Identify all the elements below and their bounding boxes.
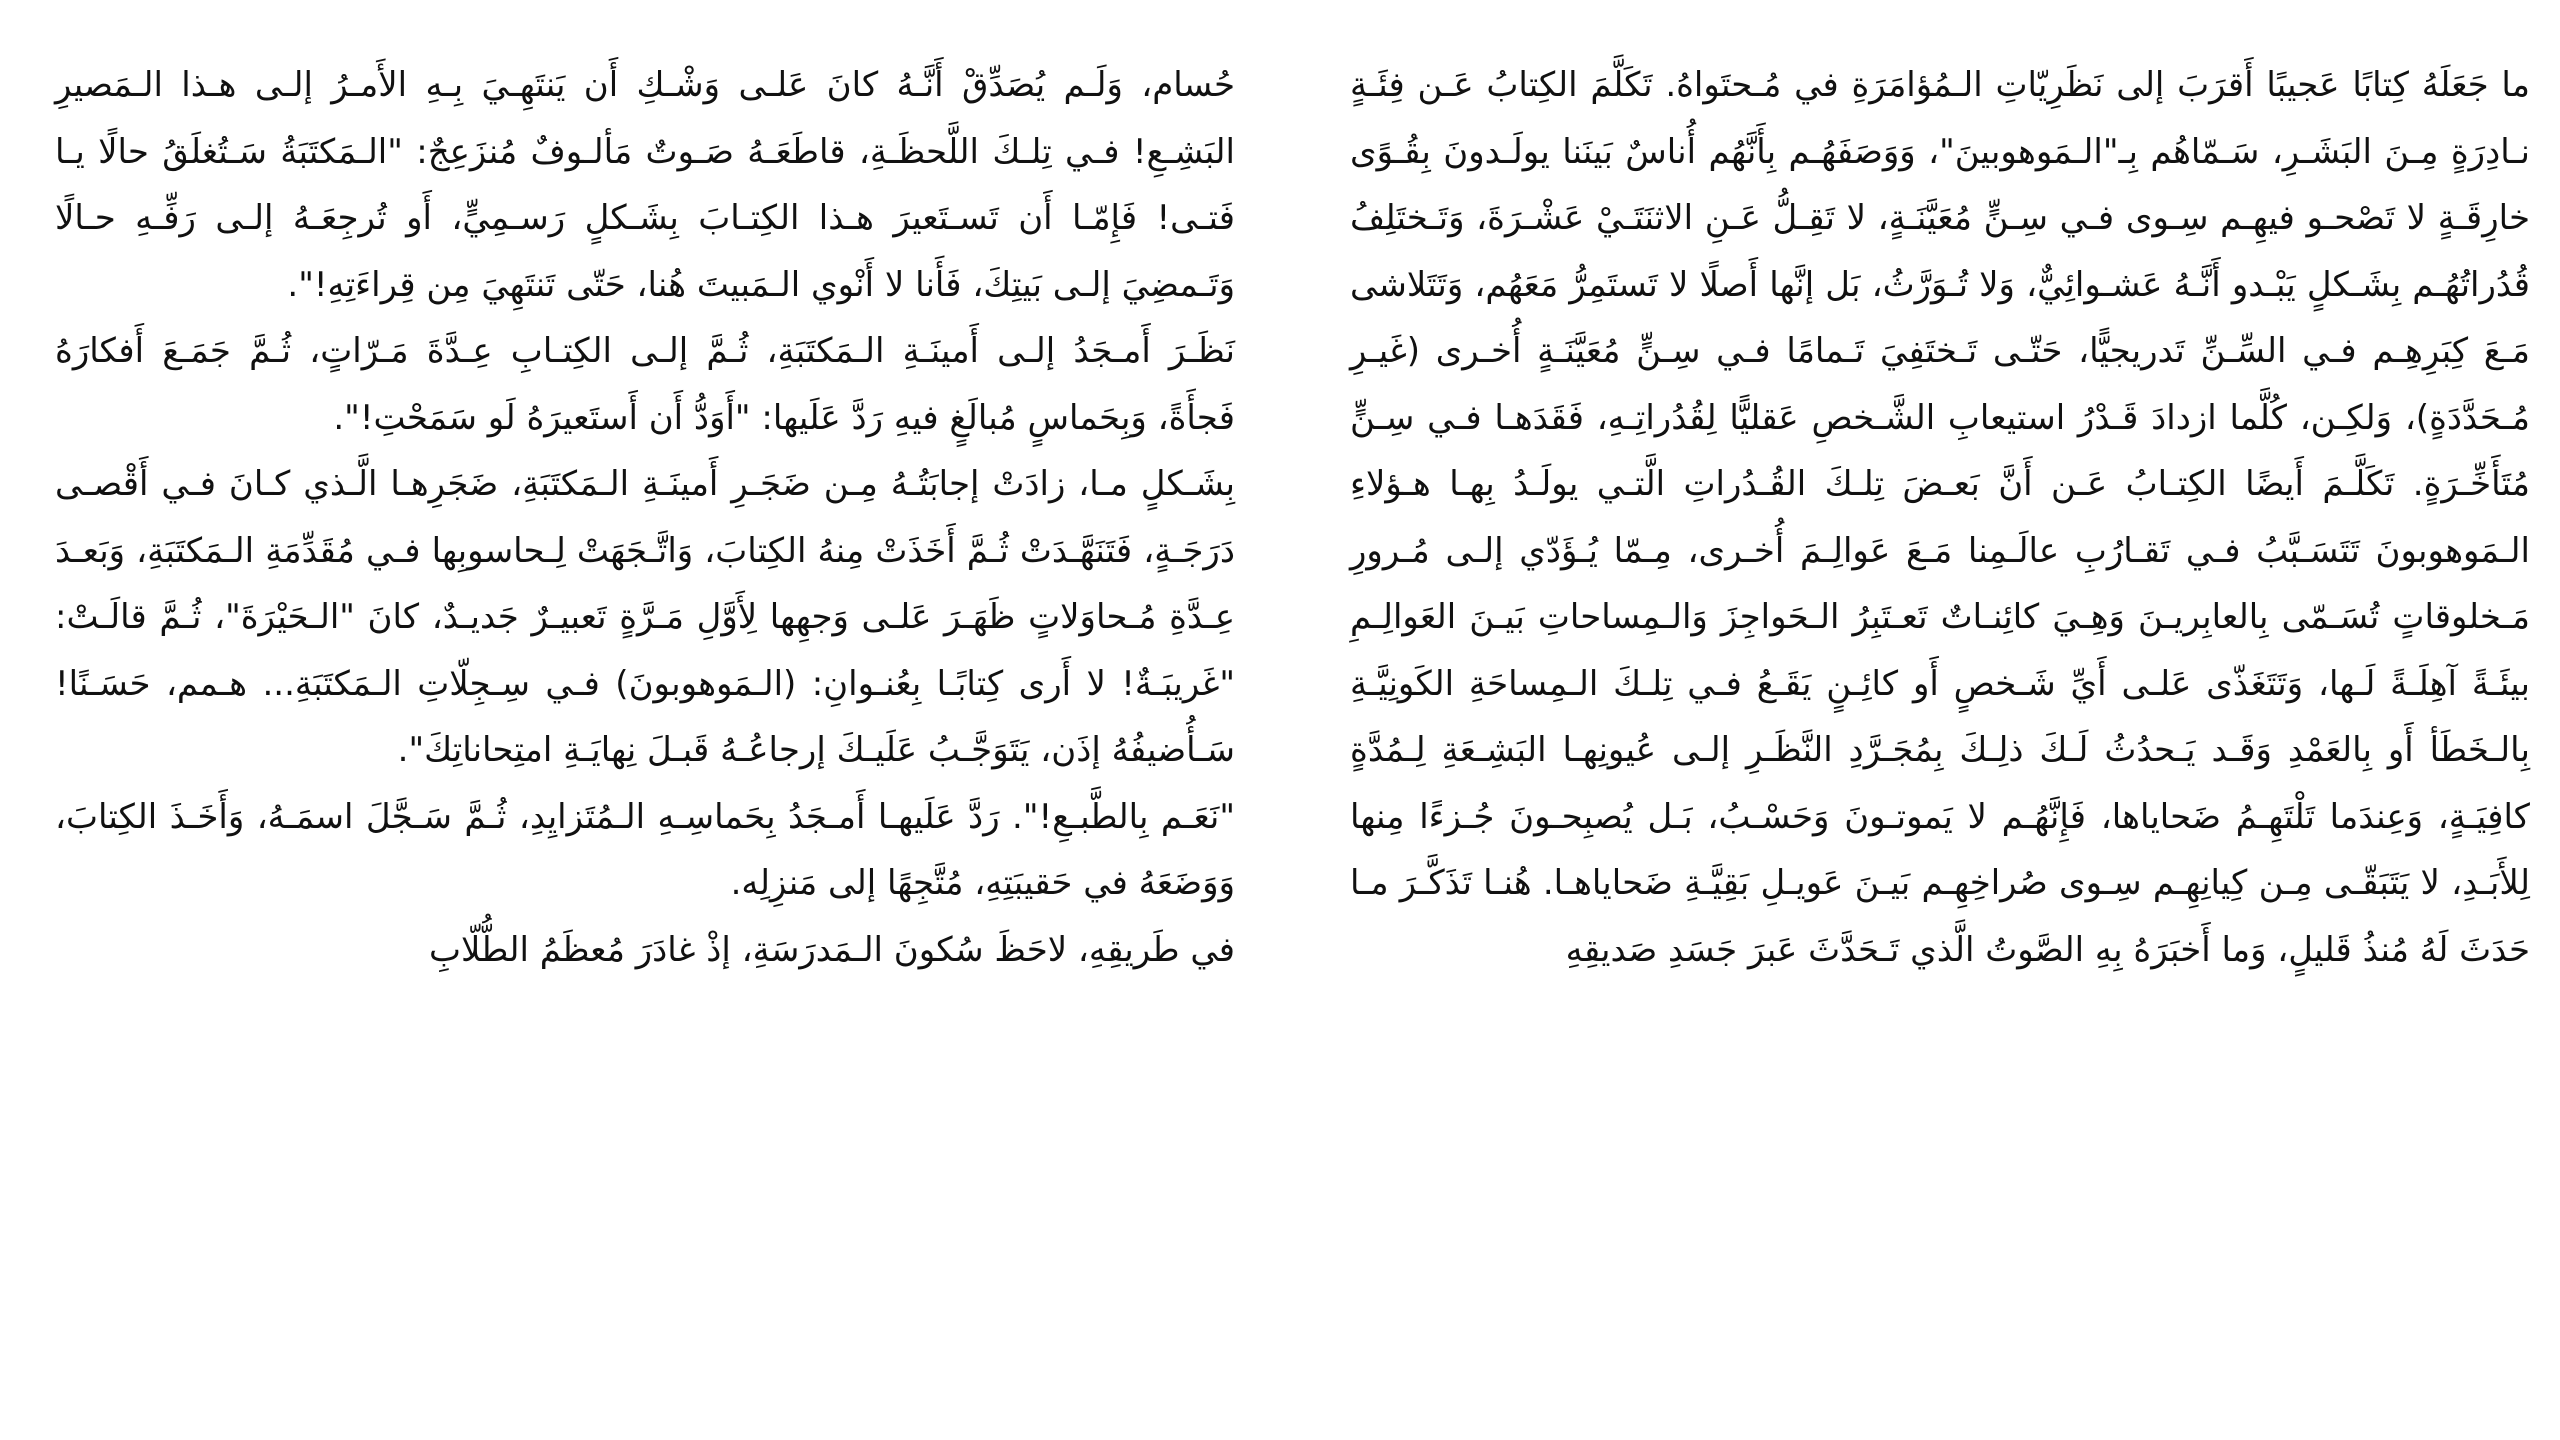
paragraph: نَظَـرَ أَمـجَدُ إلـى أَمينَـةِ الـمَكتَبَةِ، ثُـمَّ إلـى الكِتـابِ عِـدَّةَ مَـرّاتٍ، ثُـمَّ جَمَـعَ أَفكارَهُ فَجأَةً، وَبِحَماسٍ مُبالَغٍ فيهِ رَدَّ عَلَيها: "أَوَدُّ أَن أَستَعيرَهُ لَو سَمَحْتِ!". bbox=[55, 331, 1235, 438]
paragraph: "نَعَـم بِالطَّبـعِ!". رَدَّ عَلَيهـا أَمـجَدُ بِحَماسِـهِ الـمُتَزايِدِ، ثُـمَّ سَـجَّلَ اسمَـهُ، وَأَخَـذَ الكِتابَ، وَوَضَعَهُ في حَقيبَتِهِ، مُتَّجِهًا إلى مَنزِلِه. bbox=[55, 796, 1235, 903]
right-text-column bbox=[1350, 52, 2530, 983]
paragraph: حُسام، وَلَـم يُصَدِّقْ أَنَّـهُ كانَ عَلـى وَشْـكِ أَن يَنتَهِـيَ بِـهِ الأَمـرُ إلـى هـذا الـمَصيرِ البَشِـعِ! فـي تِلـكَ اللَّحظَـةِ، قاطَعَـهُ صَـوتٌ مَألـوفٌ مُنزَعِجٌ: "الـمَكتَبَةُ سَـتُغلَقُ حالًا يـا فَتـى! فَإِمّـا أَن تَسـتَعيرَ هـذا الكِتـابَ بِشَـكلٍ رَسـمِيٍّ، أَو تُرجِعَـهُ إلـى رَفِّـهِ حـالًا وَتَـمضِيَ إلـى بَيتِكَ، فَأَنا لا أَنْوي الـمَبيتَ هُنا، حَتّى تَنتَهِيَ مِن قِراءَتِهِ!". bbox=[55, 65, 1235, 305]
paragraph: بِشَـكلٍ مـا، زادَتْ إجابَتُـهُ مِـن ضَجَـرِ أَمينَـةِ الـمَكتَبَةِ، ضَجَرِهـا الَّـذي كـانَ فـي أَقْصـى دَرَجَـةٍ، فَتَنَهَّـدَتْ ثُـمَّ أَخَذَتْ مِنهُ الكِتابَ، وَاتَّـجَهَتْ لِـحاسوبِها فـي مُقَدِّمَةِ الـمَكتَبَةِ، وَبَعـدَ عِـدَّةِ مُـحاوَلاتٍ ظَهَـرَ عَلـى وَجهِها لِأَوَّلِ مَـرَّةٍ تَعبيـرٌ جَديـدٌ، كانَ "الـحَيْرَةَ"، ثُـمَّ قالَـتْ: "غَريبَـةٌ! لا أَرى كِتابًـا بِعُنـوانِ: (الـمَوهوبونَ) فـي سِـجِلّاتِ الـمَكتَبَةِ... هـمم، حَسَـنًا! سَـأُضيفُهُ إذَن، يَتَوَجَّـبُ عَلَيـكَ إرجاعُـهُ قَبـلَ نِهايَـةِ امتِحاناتِكَ". bbox=[55, 464, 1235, 770]
paragraph: ما جَعَلَهُ كِتابًا عَجيبًا أَقرَبَ إلى نَظَرِيّاتِ الـمُؤامَرَةِ في مُـحتَواهُ. تَكَلَّمَ الكِتابُ عَـن فِئَـةٍ نـادِرَةٍ مِـنَ البَشَـرِ، سَـمّاهُم بِـ"الـمَوهوبينَ"، وَوَصَفَهُـم بِأَنَّهُم أُناسٌ بَينَنا يولَـدونَ بِقُـوًى خارِقَـةٍ لا تَصْحـو فيهِـم سِـوى فـي سِـنٍّ مُعَيَّنَـةٍ، لا تَقِـلُّ عَـنِ الاثنَتَـيْ عَشْـرَةَ، وَتَـختَلِفُ قُدُراتُهُـم بِشَـكلٍ يَبْـدو أَنَّـهُ عَشـوائِيٌّ، وَلا تُـوَرَّثُ، بَل إنَّها أَصلًا لا تَستَمِرُّ مَعَهُم، وَتَتَلاشى مَـعَ كِبَرِهِـم فـي السِّـنِّ تَدريجيًّا، حَتّـى تَـختَفِيَ تَـمامًا فـي سِـنٍّ مُعَيَّنَـةٍ أُخـرى (غَيـرِ مُـحَدَّدَةٍ)، وَلكِـن، كُلَّما ازدادَ قَـدْرُ استيعابِ الشَّـخصِ عَقليًّا لِقُدُراتِـهِ، فَقَدَهـا فـي سِـنٍّ مُتَأَخِّـرَةٍ. تَكَلَّـمَ أَيضًا الكِتـابُ عَـن أَنَّ بَعـضَ تِلـكَ القُـدُراتِ الَّتـي يولَـدُ بِهـا هـؤلاءِ الـمَوهوبونَ تَتَسَـبَّبُ فـي تَقـارُبِ عالَـمِنا مَـعَ عَوالِـمَ أُخـرى، مِـمّا يُـؤَدّي إلـى مُـرورِ مَـخلوقاتٍ تُسَـمّى بِالعابِريـنَ وَهِـيَ كائِنـاتٌ تَعـتَبِرُ الـحَواجِزَ وَالـمِساحاتِ بَيـنَ العَوالِـمِ بيئَـةً آهِلَـةً لَـها، وَتَتَغَذّى عَلـى أَيِّ شَـخصٍ أَو كائِـنٍ يَقَـعُ فـي تِلـكَ الـمِساحَةِ الكَونِيَّـةِ بِالـخَطَأ أَو بِالعَمْدِ وَقَـد يَـحدُثُ لَـكَ ذلِـكَ بِمُجَـرَّدِ النَّظَـرِ إلـى عُيونِهـا البَشِـعَةِ لِـمُدَّةٍ كافِيَـةٍ، وَعِندَما تَلْتَهِـمُ ضَحاياها، فَإِنَّهُـم لا يَموتـونَ وَحَسْـبُ، بَـل يُصبِحـونَ جُـزءًا مِنها لِلأَبَـدِ، لا يَتَبَقّـى مِـن كِيانِهِـم سِـوى صُراخِهِـم بَيـنَ عَويـلِ بَقِيَّـةِ ضَحاياهـا. هُنـا تَذَكَّـرَ مـا حَدَثَ لَهُ مُنذُ قَليلٍ، وَما أَخبَرَهُ بِهِ الصَّوتُ الَّذي تَـحَدَّثَ عَبرَ جَسَدِ صَديقِهِ bbox=[1350, 65, 2530, 970]
paragraph: في طَريقِهِ، لاحَظَ سُكونَ الـمَدرَسَةِ، إذْ غادَرَ مُعظَمُ الطُّلّابِ bbox=[428, 929, 1235, 970]
left-text-column bbox=[55, 52, 1235, 983]
